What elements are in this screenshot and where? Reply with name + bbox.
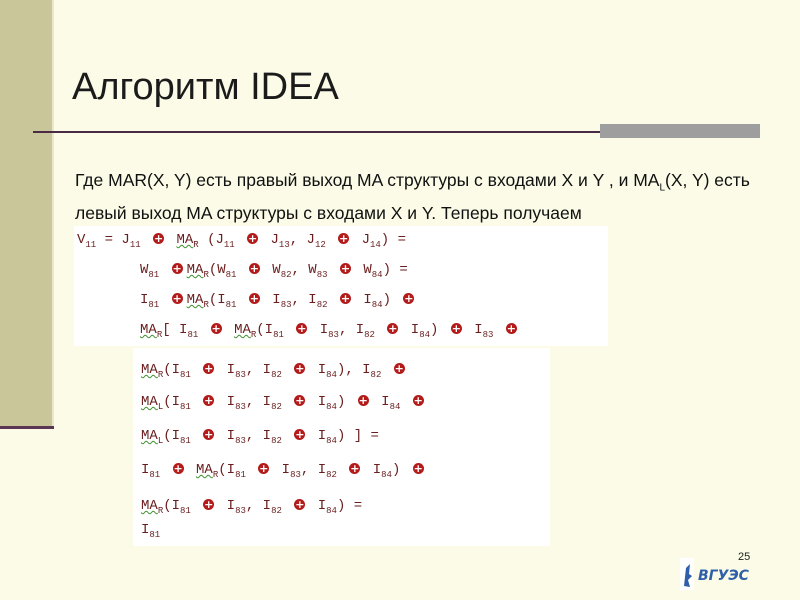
- xor-icon: +: [173, 462, 183, 475]
- xor-icon: +: [172, 262, 182, 275]
- xor-icon: +: [211, 322, 221, 335]
- xor-icon: +: [172, 292, 182, 305]
- xor-icon: +: [506, 322, 516, 335]
- xor-icon: +: [451, 322, 461, 335]
- logo-text: ВГУЭС: [698, 568, 749, 584]
- left-decor-bar: [0, 0, 52, 428]
- xor-icon: +: [259, 462, 269, 475]
- body-paragraph: [75, 168, 780, 226]
- xor-icon: +: [249, 262, 259, 275]
- xor-icon: +: [297, 322, 307, 335]
- left-decor-rule: [0, 426, 54, 429]
- formula-line: $MA_R(I_{81} + I_{83}$, $I_{82} + I_{84}$), $I_{82}$ +: [141, 362, 404, 380]
- xor-icon: +: [249, 292, 259, 305]
- xor-icon: +: [248, 232, 258, 245]
- title-divider-accent: [600, 124, 760, 138]
- xor-icon: +: [295, 428, 305, 441]
- xor-icon: +: [350, 462, 360, 475]
- xor-icon: +: [358, 394, 368, 407]
- paragraph-part1: Где MAR(X, Y) есть правый выход MA структуры с входами X и Y , и MA: [75, 170, 660, 190]
- formula-line: $MA_R(I_{81} + I_{83}$, $I_{82} + I_{84}$) =: [141, 498, 363, 516]
- formula-line: $I_{81} + MA_R(I_{81} + I_{83}$, $I_{82} + I_{84}$) +: [141, 462, 423, 480]
- formula-line: $I_{81}$: [141, 522, 161, 540]
- xor-icon: +: [295, 362, 305, 375]
- formula-image-1: [74, 226, 608, 346]
- xor-icon: +: [340, 292, 351, 305]
- formula-line: $V_{11} = J_{11} + MA_R$ ($J_{11} + J_{13}$, $J_{12} + J_{14}$) =: [77, 232, 407, 250]
- xor-icon: +: [204, 498, 214, 511]
- formula-line: $MA_R$[ $I_{81} + MA_R(I_{81} + I_{83}$, $I_{82} + I_{84}) + I_{83}$ +: [140, 322, 516, 340]
- xor-icon: +: [204, 394, 214, 407]
- xor-icon: +: [204, 362, 214, 375]
- xor-icon: +: [204, 428, 214, 441]
- xor-icon: +: [404, 292, 414, 305]
- xor-icon: +: [339, 232, 349, 245]
- formula-line: $MA_L(I_{81} + I_{83}$, $I_{82} + I_{84}$) ] =: [141, 428, 379, 446]
- slide-number: 25: [738, 551, 751, 563]
- xor-icon: +: [295, 498, 305, 511]
- xor-icon: +: [388, 322, 398, 335]
- xor-icon: +: [394, 362, 404, 375]
- left-decor-gap: [52, 0, 54, 428]
- slide-title: Алгоритм IDEA: [72, 66, 339, 108]
- xor-icon: +: [153, 232, 164, 245]
- formula-line: $MA_L(I_{81} + I_{83}$, $I_{82} + I_{84}) + I_{84}$ +: [141, 394, 423, 412]
- formula-line: $W_{81} + MA_R(W_{81} + W_{82}$, $W_{83} + W_{84}$) =: [140, 262, 408, 280]
- xor-icon: +: [340, 262, 351, 275]
- formula-line: $I_{81} + MA_R(I_{81} + I_{83}$, $I_{82} + I_{84}$) +: [140, 292, 414, 310]
- paragraph-subscript: L: [659, 182, 666, 194]
- xor-icon: +: [295, 394, 305, 407]
- xor-icon: +: [413, 462, 423, 475]
- university-logo: [680, 556, 772, 592]
- paragraph-part2: (X, Y) есть левый выход MA структуры с входами X и Y. Теперь получаем: [75, 170, 750, 223]
- formula-image-2: [133, 348, 550, 546]
- xor-icon: +: [413, 394, 423, 407]
